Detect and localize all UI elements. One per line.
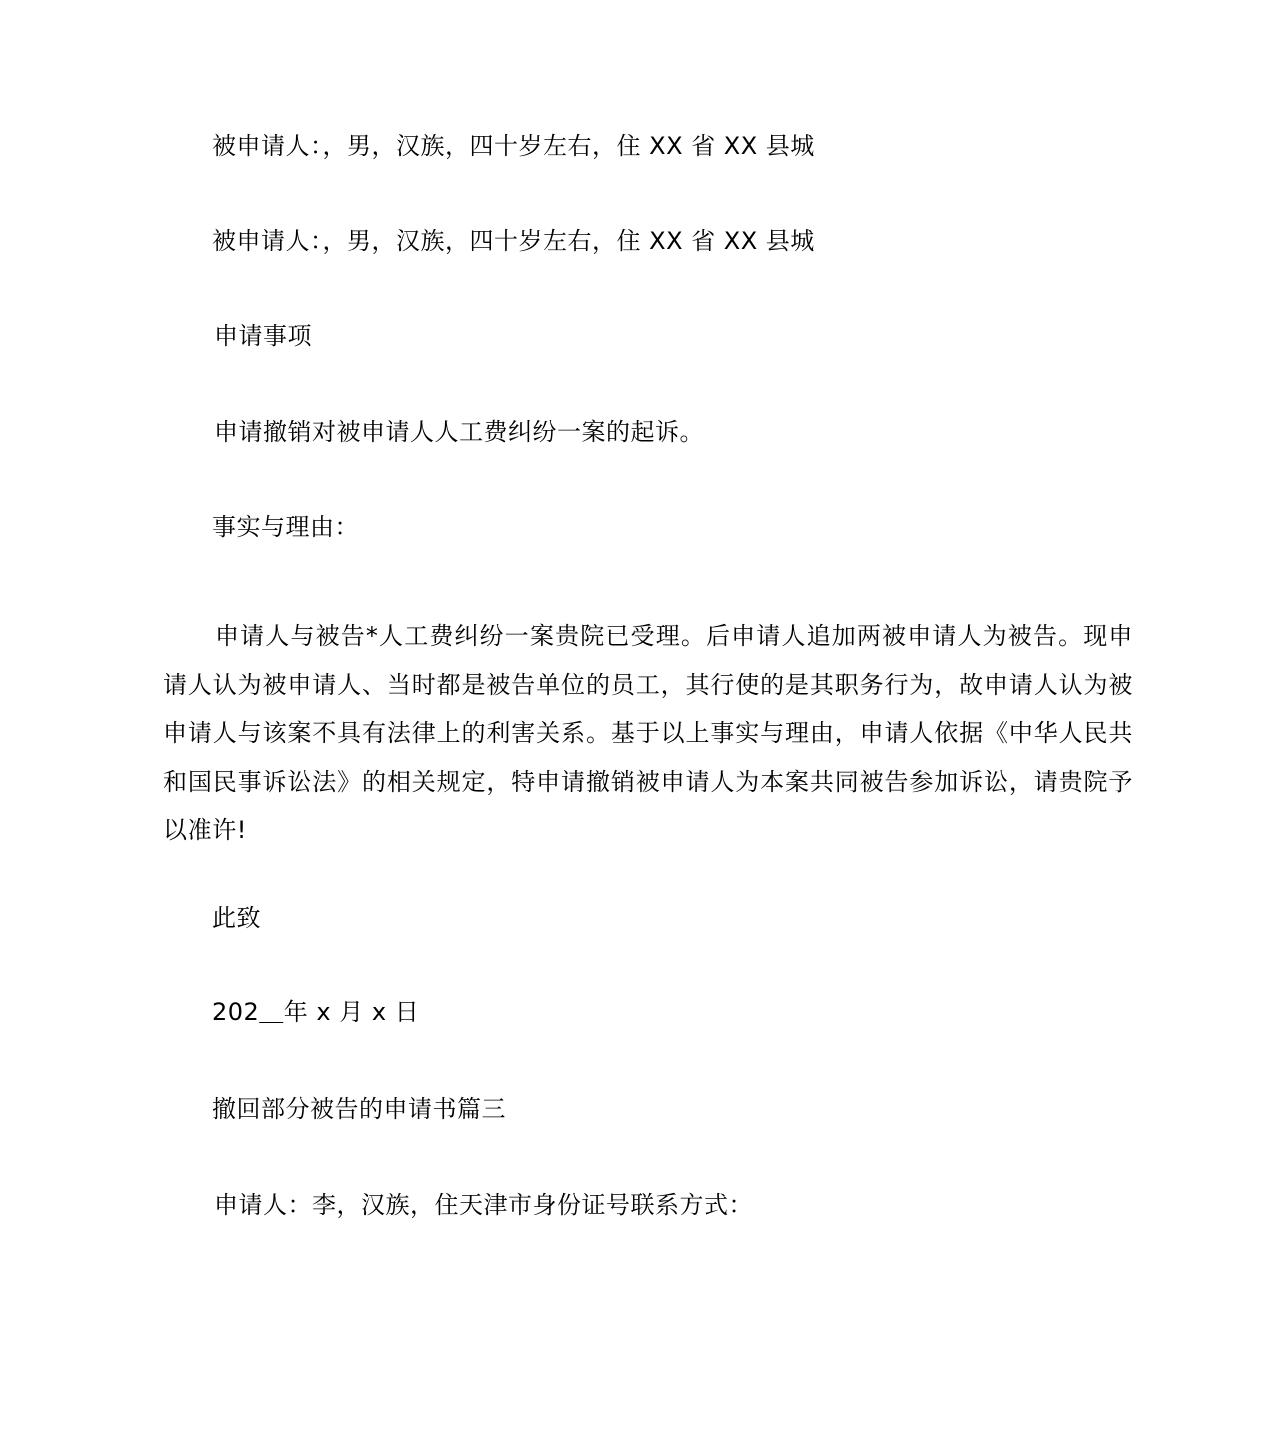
facts-body: 申请人与被告*人工费纠纷一案贵院已受理。后申请人追加两被申请人为被告。现申请人认为被申请人、当时都是被告单位的员工，其行使的是其职务行为，故申请人认为被申请人与该案不具有法律上的利害关系。基于以上事实与理由，申请人依据《中华人民共和国民事诉讼法》的相关规定，特申请撤销被申请人为本案共同被告参加诉讼，请贵院予以准许! — [163, 622, 1133, 844]
respondent-line-2: 被申请人：，男，汉族，四十岁左右，住 XX 省 XX 县城 — [212, 227, 815, 255]
facts-heading: 事实与理由： — [212, 513, 359, 541]
applicant-line: 申请人：李，汉族，住天津市身份证号联系方式： — [214, 1191, 753, 1219]
matters-text: 申请撤销对被申请人人工费纠纷一案的起诉。 — [214, 418, 704, 446]
date-line: 202＿年 x 月 x 日 — [212, 998, 420, 1026]
matters-heading: 申请事项 — [214, 322, 312, 350]
respondent-line-1: 被申请人：，男，汉族，四十岁左右，住 XX 省 XX 县城 — [212, 132, 815, 160]
section-title: 撤回部分被告的申请书篇三 — [212, 1095, 506, 1123]
closing-line: 此致 — [212, 904, 261, 932]
